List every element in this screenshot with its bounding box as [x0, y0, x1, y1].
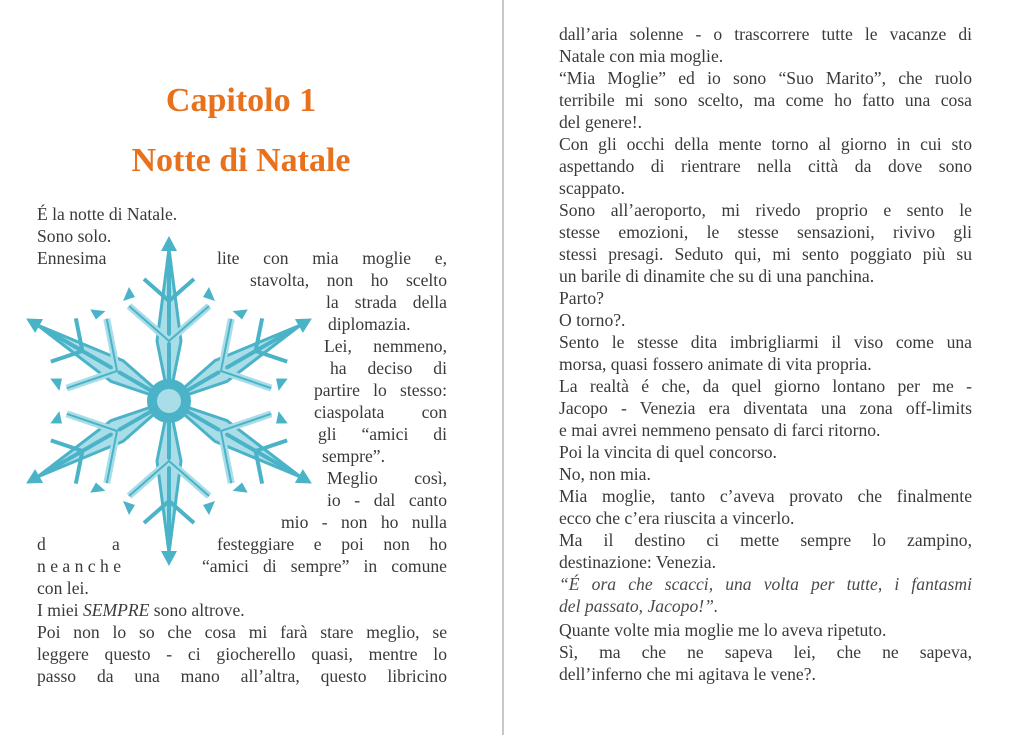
text-line: mio - non ho nulla: [281, 512, 447, 532]
text-line: sempre”.: [322, 446, 386, 466]
text-line: passo da una mano all’altra, questo libricino: [37, 666, 447, 686]
text-line: con lei.: [37, 578, 89, 598]
text-line: Con gli occhi della mente torno al giorno in cui sto: [559, 134, 972, 154]
text-line: n e a n c h e: [37, 556, 122, 576]
text-line: festeggiare e poi non ho: [217, 534, 447, 554]
chapter-title: Capitolo 1: [165, 82, 317, 119]
text-line: Jacopo - Venezia era diventata una zona off-limits: [559, 398, 972, 418]
text-line: diplomazia.: [328, 314, 411, 334]
right-page: [504, 0, 1013, 735]
text-line: Natale con mia moglie.: [559, 46, 724, 66]
text-line: Lei, nemmeno,: [324, 336, 447, 356]
text-line: la strada della: [326, 292, 447, 312]
text-line: destinazione: Venezia.: [559, 552, 716, 572]
left-page: [0, 0, 502, 735]
text-line: Quante volte mia moglie me lo aveva ripetuto.: [559, 620, 887, 640]
text-line: La realtà é che, da quel giorno lontano per me -: [559, 376, 972, 396]
text-line: O torno?.: [559, 310, 626, 330]
text-line: Poi la vincita di quel concorso.: [559, 442, 777, 462]
text-line: gli “amici di: [318, 424, 447, 444]
text-line: partire lo stesso:: [314, 380, 447, 400]
text-line: un barile di dinamite che su di una panchina.: [559, 266, 875, 286]
text-line: morsa, quasi fossero animate di vita propria.: [559, 354, 872, 374]
text-line: “amici di sempre” in comune: [202, 556, 447, 576]
text-line: del genere!.: [559, 112, 643, 132]
text-line: dall’aria solenne - o trascorrere tutte le vacanze di: [559, 24, 972, 44]
text-line: “Mia Moglie” ed io sono “Suo Marito”, che ruolo: [559, 68, 972, 88]
text-line: scappato.: [559, 178, 625, 198]
text-line: a: [112, 534, 120, 554]
text-line: ha deciso di: [330, 358, 447, 378]
text-span: sono altrove.: [153, 600, 245, 620]
text-line: stessi presagi. Seduto qui, mi sento poggiato più su: [559, 244, 972, 264]
text-span: I miei: [37, 600, 79, 620]
emphasis-text: SEMPRE: [82, 600, 150, 620]
text-line: stesse emozioni, le stesse sensazioni, rivivo gli: [559, 222, 972, 242]
text-line: dell’inferno che mi agitava le vene?.: [559, 664, 816, 684]
text-line: terribile mi sono scelto, ma come ho fatto una cosa: [559, 90, 972, 110]
chapter-subtitle: Notte di Natale: [131, 142, 351, 179]
text-line: Sono solo.: [37, 226, 112, 246]
text-line: lite con mia moglie e,: [217, 248, 447, 268]
text-line: Ma il destino ci mette sempre lo zampino,: [559, 530, 972, 550]
text-line: e mai avrei nemmeno pensato di farci ritorno.: [559, 420, 881, 440]
text-line: Sento le stesse dita imbrigliarmi il viso come una: [559, 332, 972, 352]
text-line: ecco che c’era riuscita a vincerlo.: [559, 508, 795, 528]
text-line: Mia moglie, tanto c’aveva provato che finalmente: [559, 486, 972, 506]
text-line: Sono all’aeroporto, mi rivedo proprio e sento le: [559, 200, 972, 220]
quote-line: “É ora che scacci, una volta per tutte, i fantasmi: [559, 574, 972, 594]
text-line: Parto?: [559, 288, 604, 308]
text-line: Sì, ma che ne sapeva lei, che ne sapeva,: [559, 642, 972, 662]
quote-line: del passato, Jacopo!”.: [559, 596, 719, 616]
text-line: stavolta, non ho scelto: [250, 270, 447, 290]
text-line: Poi non lo so che cosa mi farà stare meglio, se: [37, 622, 447, 642]
text-line: io - dal canto: [327, 490, 447, 510]
text-line: [37, 599, 245, 621]
text-line: ciaspolata con: [314, 402, 447, 422]
text-line: aspettando di rientrare nella città da dove sono: [559, 156, 972, 176]
text-line: leggere questo - ci giocherello quasi, mentre lo: [37, 644, 447, 664]
text-line: Meglio così,: [327, 468, 447, 488]
text-line: No, non mia.: [559, 464, 651, 484]
text-line: Ennesima: [37, 248, 107, 268]
text-line: d: [37, 534, 46, 554]
text-line: É la notte di Natale.: [37, 204, 178, 224]
